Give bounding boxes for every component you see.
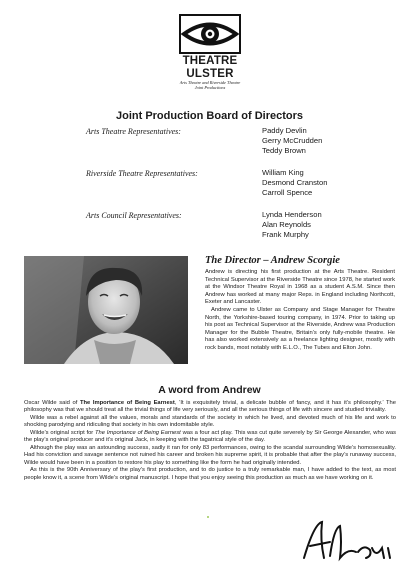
word-paragraph: Although the play was an astounding success, sadly it ran for only 83 performances, owing to the scandal surrounding Wilde’s homosexuality. Had his conviction and savage sentence not ruined his career and broken his supreme spirit, it is probable that after the play’s runaway success, Wilde would have been in a position to restore his play to something like the form he had originally intended. bbox=[24, 444, 396, 466]
director-bio-paragraph: Andrew came to Ulster as Company and Stage Manager for Theatre North, the Yorkshire-based touring company, in 1974. Prior to taking up his post as Technical Supervisor at the Riverside, Andrew was Production Manager for the Bubble Theatre, Britain’s only fully-mobile theatre. He has also worked extensively as a freelance lighting designer, mostly with rock bands, most notably with E.L.O., The Tubes and Elton John. bbox=[205, 306, 395, 351]
rep-name: Paddy Devlin bbox=[262, 126, 307, 135]
word-title: A word from Andrew bbox=[158, 384, 261, 396]
director-title: The Director – Andrew Scorgie bbox=[205, 255, 340, 266]
rep-label-riverside: Riverside Theatre Representatives: bbox=[86, 169, 198, 178]
eye-logo-icon bbox=[179, 14, 241, 54]
logo-name-line2: ULSTER bbox=[186, 68, 234, 80]
names-arts bbox=[262, 126, 322, 156]
word-paragraph: Wilde was a rebel against all the values, morals and standards of the society in which he lived, and devoted much of his life and work to shocking parodying and ridiculing that society in his own indomitable style. bbox=[24, 414, 396, 429]
rep-label-arts-council: Arts Council Representatives: bbox=[86, 211, 182, 220]
board-title: Joint Production Board of Directors bbox=[115, 110, 303, 122]
rep-name: Lynda Henderson bbox=[262, 210, 322, 219]
word-paragraph: As this is the 90th Anniversary of the play’s first production, and to do justice to a truly remarkable man, I have added to the text, as most people know it, a scene from Wilde’s original manuscript. I hope that you enjoy seeing this production as much as we have working on it. bbox=[24, 467, 396, 481]
rep-name: Carroll Spence bbox=[262, 188, 313, 197]
logo-name-line1: THEATRE bbox=[182, 55, 238, 67]
word-paragraph: Wilde’s original script for The Importance of Being Earnest was a four act play. This was cut quite severely by Sir George Alexander, who was the play’s original producer and it’s original Jack, in keeping with the tagatrical style of the day. bbox=[24, 429, 396, 444]
logo-sub-line1: Arts Theatre and Riverside Theatre bbox=[179, 80, 241, 85]
director-bio bbox=[205, 269, 395, 353]
rep-name: Teddy Brown bbox=[262, 146, 306, 155]
rep-name: Gerry McCrudden bbox=[262, 136, 323, 145]
director-photo bbox=[24, 256, 188, 364]
rep-name: Desmond Cranston bbox=[262, 178, 328, 187]
names-arts-council bbox=[262, 210, 322, 240]
decorative-dot bbox=[207, 516, 209, 518]
rep-name: Frank Murphy bbox=[262, 230, 309, 239]
director-bio-paragraph: Andrew is directing his first production at the Arts Theatre. Resident Technical Supervisor at the Riverside Theatre since 1978, he started work at the Windsor Theatre Royal in 1968 as a student A.S.M. Since then Andrew has worked at many major Reps. in England including Northcott, Exeter and Lancaster. bbox=[205, 269, 395, 306]
logo-sub-line2: Joint Productions bbox=[194, 85, 226, 90]
names-riverside bbox=[262, 168, 327, 198]
word-body bbox=[24, 400, 396, 482]
word-paragraph: Oscar Wilde said of The Importance of Being Earnest, ‘It is exquisitely trivial, a delicate bubble of fancy, and it has it’s philosophy.’ The philosophy was that we should treat all the trivial things of life very seriously, and all the serious things of life with sincere and studied triviality. bbox=[24, 400, 396, 414]
play-title: The Importance of Being Earnest bbox=[79, 400, 175, 406]
play-title: The Importance of Being Earnest bbox=[95, 429, 181, 436]
theatre-ulster-logo bbox=[179, 14, 241, 90]
signature-icon bbox=[300, 518, 400, 568]
rep-label-arts: Arts Theatre Representatives: bbox=[86, 127, 181, 136]
rep-name: Alan Reynolds bbox=[262, 220, 311, 229]
rep-name: William King bbox=[262, 168, 304, 177]
